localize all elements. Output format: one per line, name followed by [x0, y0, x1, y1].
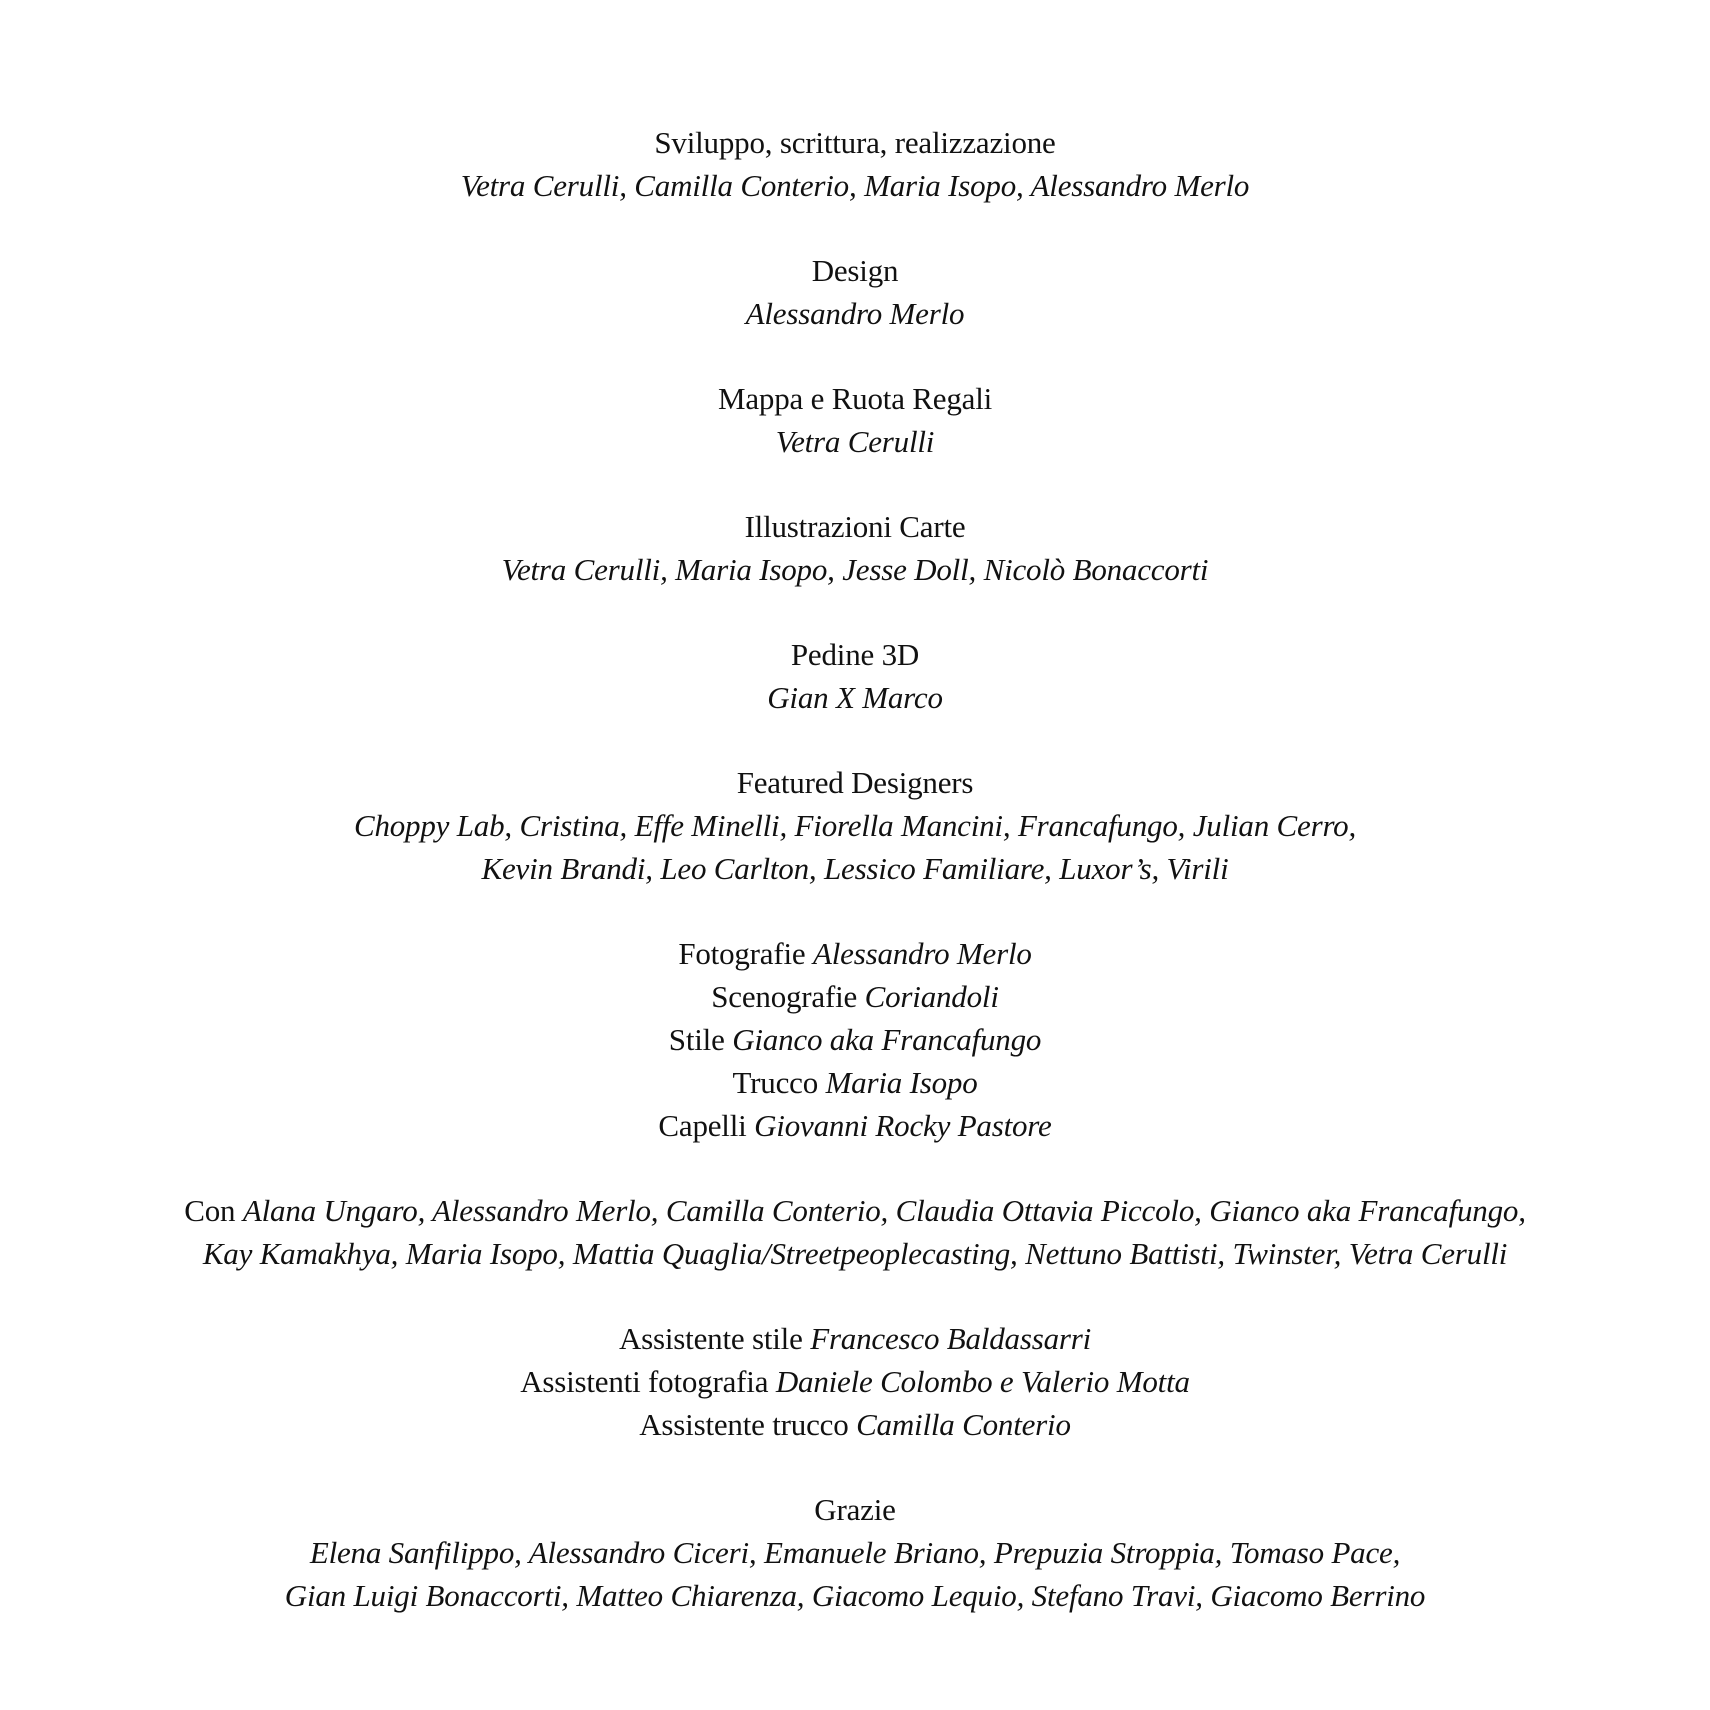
credit-grazie-names-1: Elena Sanfilippo, Alessandro Ciceri, Emanuele Briano, Prepuzia Stroppia, Tomaso Pace,	[309, 1535, 1401, 1570]
credit-scenografie-line	[0, 975, 1710, 1018]
credit-pedine-heading	[0, 633, 1710, 676]
credit-con-names-1: Alana Ungaro, Alessandro Merlo, Camilla Conterio, Claudia Ottavia Piccolo, Gianco aka Francafungo,	[242, 1193, 1526, 1228]
credit-pedine-names-line	[0, 676, 1710, 719]
section-spacer	[0, 1446, 1710, 1488]
credit-sviluppo-names: Vetra Cerulli, Camilla Conterio, Maria Isopo, Alessandro Merlo	[460, 168, 1250, 203]
credit-sviluppo-names-line	[0, 164, 1710, 207]
credit-assistente-stile-name: Francesco Baldassarri	[810, 1321, 1092, 1356]
section-spacer	[0, 591, 1710, 633]
credit-grazie-names-2: Gian Luigi Bonaccorti, Matteo Chiarenza, Giacomo Lequio, Stefano Travi, Giacomo Berrino	[284, 1578, 1426, 1613]
credit-featured-names-1: Choppy Lab, Cristina, Effe Minelli, Fiorella Mancini, Francafungo, Julian Cerro,	[353, 808, 1357, 843]
credit-assistenti-fotografia-line	[0, 1360, 1710, 1403]
credit-trucco-line	[0, 1061, 1710, 1104]
credit-con-label: Con	[184, 1193, 236, 1228]
credit-featured-names-2: Kevin Brandi, Leo Carlton, Lessico Familiare, Luxor’s, Virili	[481, 851, 1229, 886]
credit-assistenti-fotografia-label: Assistenti fotografia	[520, 1364, 769, 1399]
credit-featured-heading	[0, 761, 1710, 804]
credit-stile-line	[0, 1018, 1710, 1061]
section-spacer	[0, 207, 1710, 249]
credit-con-names-2: Kay Kamakhya, Maria Isopo, Mattia Quaglia/Streetpeoplecasting, Nettuno Battisti, Twinster, Vetra Cerulli	[202, 1236, 1508, 1271]
credit-capelli-line	[0, 1104, 1710, 1147]
credit-stile-name: Gianco aka Francafungo	[732, 1022, 1042, 1057]
credit-stile-label: Stile	[668, 1022, 725, 1057]
credit-illustrazioni-names-line	[0, 548, 1710, 591]
section-spacer	[0, 719, 1710, 761]
credit-design-heading	[0, 249, 1710, 292]
credit-con-line-2	[0, 1232, 1710, 1275]
credit-sviluppo-heading	[0, 121, 1710, 164]
credit-mappa-names-line	[0, 420, 1710, 463]
credit-mappa-heading	[0, 377, 1710, 420]
credit-mappa-names: Vetra Cerulli	[775, 424, 935, 459]
credit-con-line-1	[0, 1189, 1710, 1232]
credit-assistente-trucco-line	[0, 1403, 1710, 1446]
credit-grazie-names-line-2	[0, 1574, 1710, 1617]
credits-list	[0, 121, 1710, 1617]
credit-assistente-trucco-label: Assistente trucco	[639, 1407, 849, 1442]
credit-capelli-label: Capelli	[658, 1108, 747, 1143]
credit-assistenti-fotografia-name: Daniele Colombo e Valerio Motta	[775, 1364, 1190, 1399]
section-spacer	[0, 890, 1710, 932]
credit-featured-names-line-1	[0, 804, 1710, 847]
credit-assistente-stile-line	[0, 1317, 1710, 1360]
credit-assistente-stile-label: Assistente stile	[618, 1321, 803, 1356]
credit-design-names: Alessandro Merlo	[745, 296, 965, 331]
credit-design-names-line	[0, 292, 1710, 335]
section-spacer	[0, 1275, 1710, 1317]
credit-mappa-label: Mappa e Ruota Regali	[717, 381, 993, 416]
credit-illustrazioni-label: Illustrazioni Carte	[744, 509, 966, 544]
credit-design-label: Design	[811, 253, 899, 288]
credit-fotografie-name: Alessandro Merlo	[813, 936, 1032, 971]
credit-trucco-name: Maria Isopo	[825, 1065, 978, 1100]
section-spacer	[0, 1147, 1710, 1189]
credit-grazie-names-line-1	[0, 1531, 1710, 1574]
section-spacer	[0, 335, 1710, 377]
credit-grazie-label: Grazie	[814, 1492, 896, 1527]
credit-fotografie-line	[0, 932, 1710, 975]
credit-capelli-name: Giovanni Rocky Pastore	[754, 1108, 1052, 1143]
section-spacer	[0, 463, 1710, 505]
credit-fotografie-label: Fotografie	[678, 936, 806, 971]
credit-featured-names-line-2	[0, 847, 1710, 890]
credit-pedine-names: Gian X Marco	[767, 680, 943, 715]
credit-grazie-heading	[0, 1488, 1710, 1531]
credit-trucco-label: Trucco	[732, 1065, 818, 1100]
credit-pedine-label: Pedine 3D	[790, 637, 920, 672]
credit-sviluppo-label: Sviluppo, scrittura, realizzazione	[654, 125, 1056, 160]
credit-scenografie-label: Scenografie	[711, 979, 858, 1014]
credit-featured-label: Featured Designers	[736, 765, 974, 800]
credit-illustrazioni-names: Vetra Cerulli, Maria Isopo, Jesse Doll, Nicolò Bonaccorti	[501, 552, 1209, 587]
credit-assistente-trucco-name: Camilla Conterio	[856, 1407, 1071, 1442]
credit-scenografie-name: Coriandoli	[864, 979, 999, 1014]
credit-illustrazioni-heading	[0, 505, 1710, 548]
